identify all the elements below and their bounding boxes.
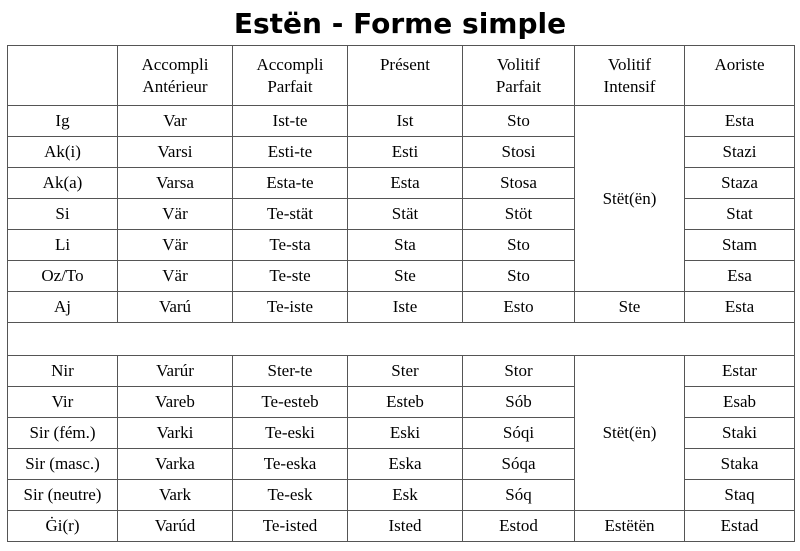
table-cell: Te-ste <box>233 261 348 292</box>
table-cell: Vär <box>118 199 233 230</box>
table-cell: Stöt <box>463 199 575 230</box>
table-cell: Varú <box>118 292 233 323</box>
conjugation-table <box>7 45 795 542</box>
table-cell: Vär <box>118 261 233 292</box>
table-cell: Stosa <box>463 168 575 199</box>
merged-volitif-intensif-cell: Stët(ën) <box>575 356 685 511</box>
table-cell: Esti <box>348 137 463 168</box>
table-cell: Sto <box>463 106 575 137</box>
header-row <box>8 46 795 106</box>
table-cell: Te-esteb <box>233 387 348 418</box>
table-cell: Staza <box>685 168 795 199</box>
table-row <box>8 292 795 323</box>
table-cell: Ster-te <box>233 356 348 387</box>
table-cell: Sóqa <box>463 449 575 480</box>
separator-cell <box>8 323 795 356</box>
table-cell: Te-isted <box>233 511 348 542</box>
table-cell: Ster <box>348 356 463 387</box>
table-cell: Sto <box>463 230 575 261</box>
header-empty <box>8 46 118 106</box>
table-cell: Stam <box>685 230 795 261</box>
table-cell: Te-sta <box>233 230 348 261</box>
table-cell: Te-esk <box>233 480 348 511</box>
table-cell: Esab <box>685 387 795 418</box>
person-cell: Vir <box>8 387 118 418</box>
person-cell: Aj <box>8 292 118 323</box>
table-cell: Estod <box>463 511 575 542</box>
table-cell: Sto <box>463 261 575 292</box>
table-cell: Eski <box>348 418 463 449</box>
table-cell: Esta-te <box>233 168 348 199</box>
table-cell: Estëtën <box>575 511 685 542</box>
table-cell: Sóq <box>463 480 575 511</box>
table-cell: Eska <box>348 449 463 480</box>
header-accompli-anterieur: Accompli Antérieur <box>118 46 233 106</box>
person-cell: Ġi(r) <box>8 511 118 542</box>
separator-row <box>8 323 795 356</box>
person-cell: Ig <box>8 106 118 137</box>
table-cell: Sóqi <box>463 418 575 449</box>
table-cell: Esto <box>463 292 575 323</box>
table-cell: Staka <box>685 449 795 480</box>
table-cell: Esteb <box>348 387 463 418</box>
table-cell: Sta <box>348 230 463 261</box>
header-volitif-parfait: Volitif Parfait <box>463 46 575 106</box>
page-title: Estën - Forme simple <box>233 7 567 40</box>
table-cell: Vareb <box>118 387 233 418</box>
table-cell: Ist-te <box>233 106 348 137</box>
person-cell: Sir (fém.) <box>8 418 118 449</box>
table-cell: Varúd <box>118 511 233 542</box>
table-cell: Staq <box>685 480 795 511</box>
table-cell: Iste <box>348 292 463 323</box>
table-cell: Ste <box>348 261 463 292</box>
header-aoriste: Aoriste <box>685 46 795 106</box>
table-cell: Esta <box>685 106 795 137</box>
table-cell: Varka <box>118 449 233 480</box>
table-cell: Stosi <box>463 137 575 168</box>
person-cell: Ak(i) <box>8 137 118 168</box>
header-present: Présent <box>348 46 463 106</box>
table-cell: Sób <box>463 387 575 418</box>
table-cell: Vär <box>118 230 233 261</box>
person-cell: Nir <box>8 356 118 387</box>
table-cell: Staki <box>685 418 795 449</box>
table-cell: Stat <box>685 199 795 230</box>
table-row <box>8 106 795 137</box>
table-cell: Te-eski <box>233 418 348 449</box>
person-cell: Sir (masc.) <box>8 449 118 480</box>
table-cell: Esa <box>685 261 795 292</box>
table-row <box>8 511 795 542</box>
table-cell: Estad <box>685 511 795 542</box>
person-cell: Sir (neutre) <box>8 480 118 511</box>
table-cell: Varki <box>118 418 233 449</box>
person-cell: Oz/To <box>8 261 118 292</box>
table-cell: Stor <box>463 356 575 387</box>
table-cell: Esk <box>348 480 463 511</box>
table-cell: Esta <box>685 292 795 323</box>
table-cell: Te-stät <box>233 199 348 230</box>
header-accompli-parfait: Accompli Parfait <box>233 46 348 106</box>
table-cell: Ste <box>575 292 685 323</box>
table-cell: Isted <box>348 511 463 542</box>
table-cell: Varsi <box>118 137 233 168</box>
table-cell: Esta <box>348 168 463 199</box>
table-cell: Var <box>118 106 233 137</box>
table-cell: Varsa <box>118 168 233 199</box>
merged-volitif-intensif-cell: Stët(ën) <box>575 106 685 292</box>
person-cell: Si <box>8 199 118 230</box>
person-cell: Li <box>8 230 118 261</box>
table-cell: Vark <box>118 480 233 511</box>
table-cell: Stät <box>348 199 463 230</box>
header-volitif-intensif: Volitif Intensif <box>575 46 685 106</box>
table-row <box>8 356 795 387</box>
person-cell: Ak(a) <box>8 168 118 199</box>
table-cell: Estar <box>685 356 795 387</box>
table-cell: Ist <box>348 106 463 137</box>
table-cell: Te-eska <box>233 449 348 480</box>
table-cell: Varúr <box>118 356 233 387</box>
table-cell: Te-iste <box>233 292 348 323</box>
table-cell: Esti-te <box>233 137 348 168</box>
table-cell: Stazi <box>685 137 795 168</box>
